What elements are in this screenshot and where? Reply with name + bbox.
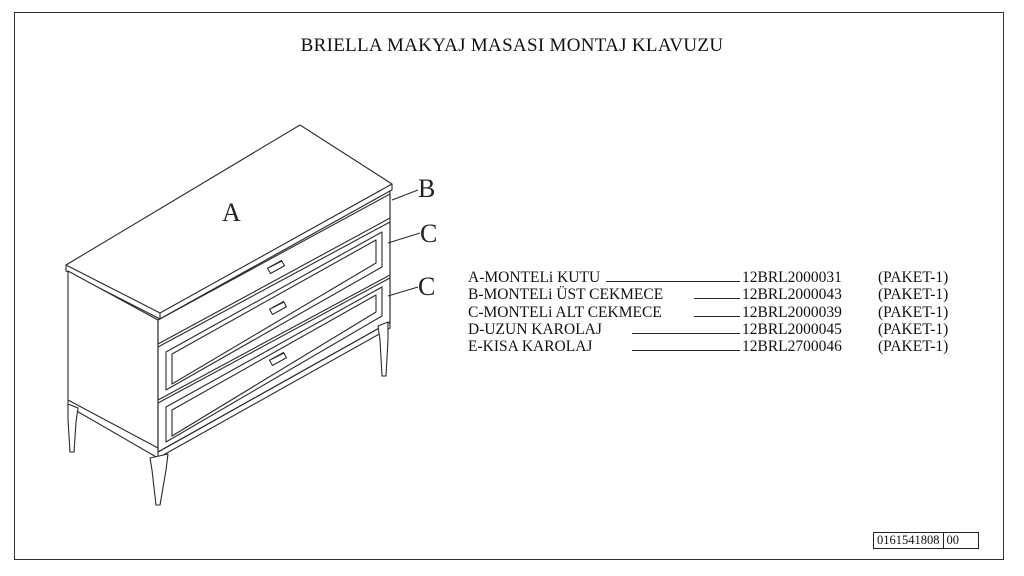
parts-row — [468, 304, 968, 321]
leader-b — [392, 190, 418, 200]
leader-line — [632, 350, 740, 351]
parts-list — [468, 269, 968, 355]
label-a: A — [222, 198, 241, 227]
leader-c-lower — [388, 287, 418, 296]
parts-row — [468, 321, 968, 338]
label-c-upper: C — [420, 219, 438, 248]
document-number-box — [873, 532, 979, 549]
part-name: D-UZUN KAROLAJ — [468, 320, 602, 338]
leader-line — [694, 316, 740, 317]
leader-line — [632, 333, 740, 334]
part-code: 12BRL2700046 — [742, 338, 842, 356]
part-name: E-KISA KAROLAJ — [468, 338, 593, 356]
parts-row — [468, 286, 968, 303]
part-package: (PAKET-1) — [878, 303, 949, 321]
leg-front-right — [378, 322, 388, 376]
leader-c-upper — [388, 233, 420, 243]
leg-front-left — [150, 454, 168, 505]
label-c-lower: C — [418, 272, 436, 301]
document-number: 0161541808 — [877, 533, 940, 547]
part-name: B-MONTELi ÜST CEKMECE — [468, 286, 664, 304]
leader-line — [694, 298, 740, 299]
part-package: (PAKET-1) — [878, 338, 949, 356]
page-title: BRIELLA MAKYAJ MASASI MONTAJ KLAVUZU — [300, 35, 724, 56]
part-package: (PAKET-1) — [878, 320, 949, 338]
part-name: A-MONTELi KUTU — [468, 269, 601, 286]
revision-number: 00 — [943, 533, 978, 548]
parts-row — [468, 338, 968, 355]
part-code: 12BRL2000043 — [742, 286, 842, 304]
leg-back-left — [68, 404, 78, 452]
parts-row — [468, 269, 968, 286]
part-code: 12BRL2000039 — [742, 303, 842, 321]
leader-line — [606, 281, 740, 282]
part-name: C-MONTELi ALT CEKMECE — [468, 303, 662, 321]
label-b: B — [418, 174, 436, 203]
part-code: 12BRL2000045 — [742, 320, 842, 338]
part-code: 12BRL2000031 — [742, 269, 842, 286]
part-package: (PAKET-1) — [878, 286, 949, 304]
part-package: (PAKET-1) — [878, 269, 949, 286]
